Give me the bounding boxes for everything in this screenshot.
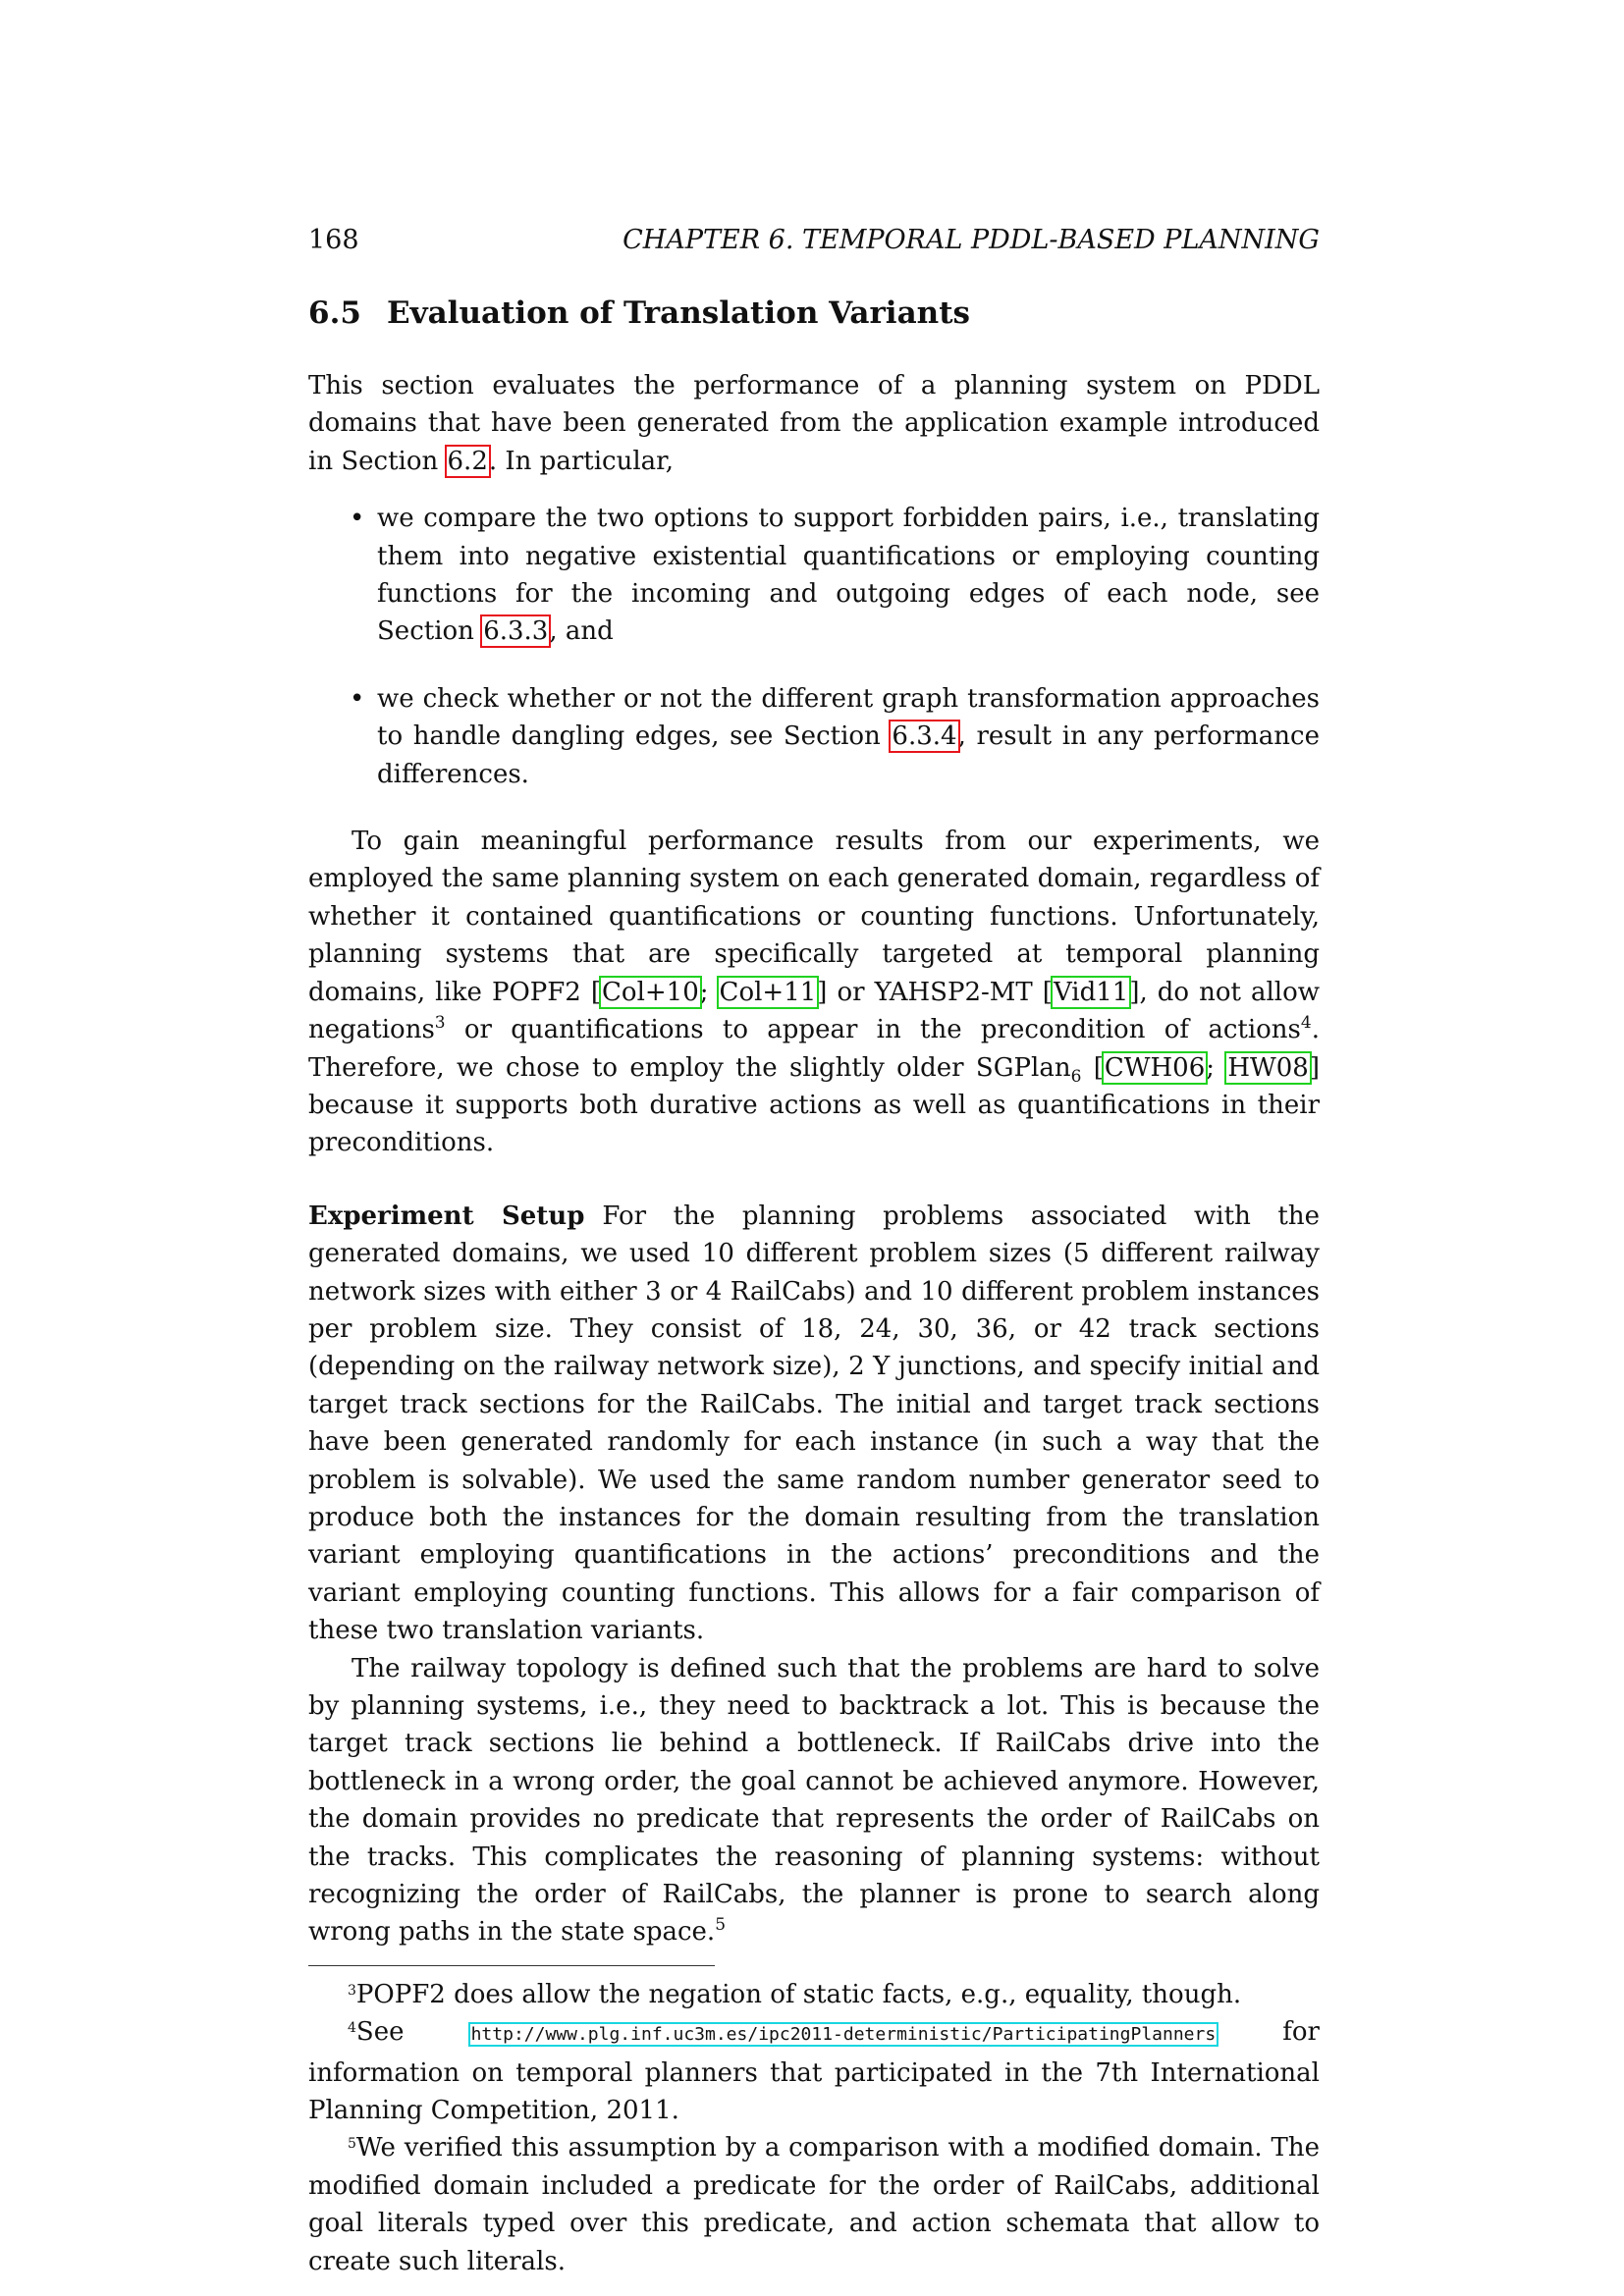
- section-number: 6.5: [308, 295, 361, 331]
- body-text: To gain meaningful performance results from our experiments, we employed the same planning system on each generated domain, regardless of whether it contained quantifications or counting functions. Unfortunately, planning systems that are specifically targeted at temporal planning domains, like POPF2 [: [308, 827, 1320, 1007]
- footnote-4: [308, 2013, 1320, 2129]
- bullet-text: we compare the two options to support forbidden pairs, i.e., translating them into negative existential quantifications or employing counting functions for the incoming and outgoing edges of each node, see Section: [377, 504, 1320, 647]
- intro-text-end: . In particular,: [488, 446, 674, 476]
- footnote-3: [308, 1976, 1320, 2013]
- experiment-paragraph: [308, 1198, 1320, 1650]
- footnote-text: POPF2 does allow the negation of static facts, e.g., equality, though.: [355, 1979, 1242, 2009]
- citation-link[interactable]: HW08: [1227, 1052, 1309, 1083]
- citation-link[interactable]: Col+10: [602, 977, 699, 1007]
- footnote-marker[interactable]: 5: [715, 1915, 727, 1936]
- subscript: 6: [1070, 1066, 1082, 1087]
- body-text: ] or YAHSP2-MT [: [817, 977, 1053, 1007]
- body-text: ] because it supports both durative actions as well as quantifications in their preconditions.: [308, 1052, 1320, 1158]
- section-ref-link[interactable]: 6.3.3: [483, 616, 549, 647]
- bullet-item: [308, 680, 1320, 793]
- bullet-text: we check whether or not the different graph transformation approaches to handle dangling edges, see Section: [377, 683, 1320, 752]
- citation-link[interactable]: Col+11: [719, 977, 817, 1007]
- body-paragraph: [308, 823, 1320, 1162]
- chapter-title: CHAPTER 6. TEMPORAL PDDL-BASED PLANNING: [623, 225, 1320, 255]
- body-text: [: [1081, 1052, 1104, 1083]
- paragraph-gap: [308, 1162, 1320, 1198]
- running-header: [308, 224, 1320, 257]
- bullet-dot-icon: •: [350, 504, 365, 534]
- section-ref-link[interactable]: 6.3.4: [892, 721, 957, 752]
- footnote-rule: [308, 1965, 715, 1966]
- body-text: ], do not allow negations: [308, 977, 1320, 1045]
- experiment-heading: Experiment Setup: [308, 1201, 585, 1231]
- footnote-mark: 3: [348, 1982, 356, 1999]
- page-number: 168: [308, 225, 359, 255]
- footnotes: [308, 1976, 1320, 2280]
- body-text: ;: [699, 977, 719, 1007]
- body-text: ;: [1206, 1052, 1227, 1083]
- footnote-mark: 5: [348, 2136, 356, 2153]
- topology-text: The railway topology is defined such that the problems are hard to solve by planning systems, i.e., they need to backtrack a lot. This is because the target track sections lie behind a bottleneck. If RailCabs drive into the bottleneck in a wrong order, the goal cannot be achieved anymore. However, the domain provides no predicate that represents the order of RailCabs on the tracks. This complicates the reasoning of planning systems: without recognizing the order of RailCabs, the planner is prone to search along wrong paths in the state space.: [308, 1653, 1320, 1948]
- experiment-text: For the planning problems associated with the generated domains, we used 10 different problem sizes (5 different railway network sizes with either 3 or 4 RailCabs) and 10 different problem instances per problem size. They consist of 18, 24, 30, 36, or 42 track sections (depending on the railway network size), 2 Y junctions, and specify initial and target track sections for the RailCabs. The initial and target track sections have been generated randomly for each instance (in such a way that the problem is solvable). We used the same random number generator seed to produce both the instances for the domain resulting from the translation variant employing quantifications in the actions’ preconditions and the variant employing counting functions. This allows for a fair comparison of these two translation variants.: [308, 1201, 1320, 1646]
- bullet-item: [308, 500, 1320, 651]
- section-title: Evaluation of Translation Variants: [386, 295, 970, 331]
- bullet-dot-icon: •: [350, 683, 365, 714]
- body-text: or quantifications to appear in the precondition of actions: [445, 1015, 1301, 1045]
- footnote-marker[interactable]: 4: [1300, 1013, 1312, 1034]
- bullet-text-end: , result in any performance differences.: [377, 721, 1320, 789]
- bullet-list: [308, 500, 1320, 793]
- section-heading: [308, 294, 1320, 332]
- footnote-text: for information on temporal planners that participated in the 7th International Planning Competition, 2011.: [308, 2017, 1320, 2126]
- intro-paragraph: [308, 367, 1320, 480]
- intro-text: This section evaluates the performance of a planning system on PDDL domains that have been generated from the application example introduced in Section: [308, 371, 1320, 476]
- footnote-mark: 4: [348, 2020, 356, 2037]
- footnote-marker[interactable]: 3: [434, 1013, 446, 1034]
- body-text: . Therefore, we chose to employ the slightly older SGPlan: [308, 1015, 1320, 1083]
- footnote-text: We verified this assumption by a comparison with a modified domain. The modified domain included a predicate for the order of RailCabs, additional goal literals typed over this predicate, and action schemata that allow to create such literals.: [308, 2133, 1320, 2276]
- url-link[interactable]: http://www.plg.inf.uc3m.es/ipc2011-deterministic/ParticipatingPlanners: [470, 2024, 1217, 2046]
- bullet-text-end: , and: [549, 616, 614, 647]
- footnote-text: See: [355, 2017, 470, 2048]
- topology-paragraph: [308, 1650, 1320, 1951]
- citation-link[interactable]: CWH06: [1104, 1052, 1206, 1083]
- footnote-5: [308, 2129, 1320, 2280]
- citation-link[interactable]: Vid11: [1053, 977, 1129, 1007]
- section-ref-link[interactable]: 6.2: [447, 446, 488, 476]
- paper-page: [308, 224, 1320, 2280]
